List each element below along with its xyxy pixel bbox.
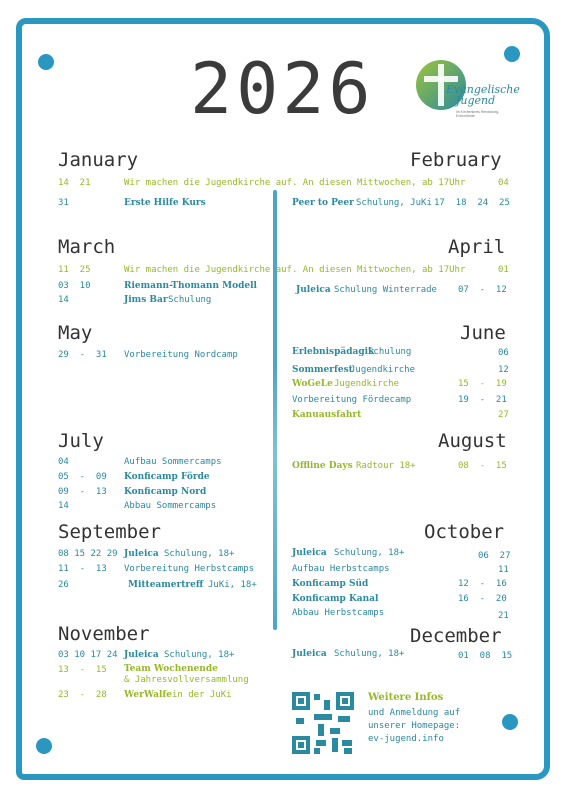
event-text: Vorbereitung Herbstcamps [124,564,255,574]
event-highlight: Kanuausfahrt [292,410,362,420]
event-text: Abbau Sommercamps [124,501,217,511]
event-dates: 01 [498,265,509,275]
event-text: Schulung, 18+ [164,650,235,660]
month-july: July [58,430,104,452]
month-november: November [58,623,150,645]
info-line-1: und Anmeldung auf [368,708,461,718]
info-line-2: unserer Homepage: [368,721,461,731]
event-highlight: Konficamp Förde [124,472,210,482]
event-date: 11 [498,565,509,575]
event-date: 26 [58,580,69,590]
event-dates: 14 21 [58,178,91,188]
event-highlight: Konficamp Kanal [292,594,379,604]
event-text: Radtour 18+ [356,461,416,471]
event-date: 12 [498,365,509,375]
event-dates: 04 [498,178,509,188]
event-dates: 09 - 13 [58,487,107,497]
event-date: 21 [498,611,509,621]
event-highlight: Mitteamertreff [128,580,204,590]
event-text: Aufbau Herbstcamps [292,564,390,574]
event-highlight: WoGeLe [292,379,333,389]
event-date: 06 [498,348,509,358]
event-dates: 13 - 15 [58,665,107,675]
year-title: 2026 [190,48,375,130]
event-dates: 06 27 [478,551,511,561]
event-dates: 07 - 12 [458,285,507,295]
event-dates: 17 18 24 25 [434,198,510,208]
event-highlight: Erlebnispädagik [292,347,375,357]
event-highlight: Juleica [292,548,327,558]
month-june: June [460,322,506,344]
month-april: April [448,236,506,258]
month-december: December [410,625,502,647]
event-text: Wir machen die Jugendkirche auf. An diesen Mittwochen, ab 17Uhr [124,178,466,188]
event-dates: 08 - 15 [458,461,507,471]
event-highlight: Erste Hilfe Kurs [124,198,206,208]
event-text: Schulung [368,347,412,357]
event-highlight: Juleica [292,649,327,659]
month-may: May [58,322,93,344]
event-highlight: Juleica [124,549,159,559]
event-highlight: Konficamp Nord [124,487,207,497]
event-text: Abbau Herbstcamps [292,608,385,618]
event-date: 31 [58,198,69,208]
event-text: & Jahresvollversammlung [124,675,249,685]
event-dates: 23 - 28 [58,690,107,700]
event-dates: 29 - 31 [58,350,107,360]
event-dates: 03 10 [58,281,91,291]
month-march: March [58,236,116,258]
event-dates: 12 - 16 [458,579,507,589]
event-highlight: Sommerfest [292,365,353,375]
event-date: 14 [58,501,69,511]
event-highlight: Team Wochenende [124,664,218,674]
column-divider [273,190,277,630]
month-february: February [410,149,502,171]
qr-code-icon[interactable] [292,692,354,754]
logo-subtitle: im Kirchenkreis Rendsburg-Eckernförde [456,110,500,118]
event-dates: 15 - 19 [458,379,507,389]
event-highlight: Jims Bar [124,295,168,305]
event-text: Schulung Winterrade [334,285,437,295]
event-dates: 19 - 21 [458,395,507,405]
logo [416,60,520,130]
event-date: 27 [498,410,509,420]
month-january: January [58,149,139,171]
event-text: Schulung, 18+ [334,548,405,558]
event-highlight: Offline Days [292,461,353,471]
event-highlight: Juleica [124,650,159,660]
corner-dot-bottom-right [502,714,518,730]
event-text: Schulung, 18+ [164,549,235,559]
event-highlight: WerWalfe [124,690,173,700]
logo-title-line2: Jugend [456,94,496,107]
event-text: in der JuKi [172,690,232,700]
month-october: October [424,521,505,543]
event-dates: 03 10 17 24 [58,650,118,660]
event-text: Aufbau Sommercamps [124,457,222,467]
event-highlight: Konficamp Süd [292,579,369,589]
info-homepage-link[interactable]: ev-jugend.info [368,734,444,744]
logo-title-line1: Evangelische [446,83,520,96]
event-dates: 05 - 09 [58,472,107,482]
event-dates: 08 15 22 29 [58,549,118,559]
event-date: 14 [58,295,69,305]
info-title: Weitere Infos [368,692,444,703]
event-dates: 16 - 20 [458,594,507,604]
event-highlight: Juleica [296,285,331,295]
month-september: September [58,521,161,543]
event-text: Jugendkirche [334,379,400,389]
event-text: Schulung [168,295,212,305]
event-text: JuKi, 18+ [208,580,257,590]
event-dates: 01 08 15 [458,651,513,661]
cross-icon [438,64,444,106]
corner-dot-bottom-left [36,738,52,754]
event-text: Schulung, JuKi [356,198,432,208]
event-dates: 11 - 13 [58,564,107,574]
corner-dot-top-left [38,54,54,70]
event-text: Jugendkirche [350,365,416,375]
event-highlight: Riemann-Thomann Modell [124,281,257,291]
event-highlight: Peer to Peer [292,198,354,208]
event-text: Vorbereitung Fördecamp [292,395,412,405]
event-text: Wir machen die Jugendkirche auf. An diesen Mittwochen, ab 17Uhr [124,265,466,275]
event-text: Schulung, 18+ [334,649,405,659]
month-august: August [438,430,507,452]
event-dates: 11 25 [58,265,91,275]
event-date: 04 [58,457,69,467]
event-text: Vorbereitung Nordcamp [124,350,238,360]
